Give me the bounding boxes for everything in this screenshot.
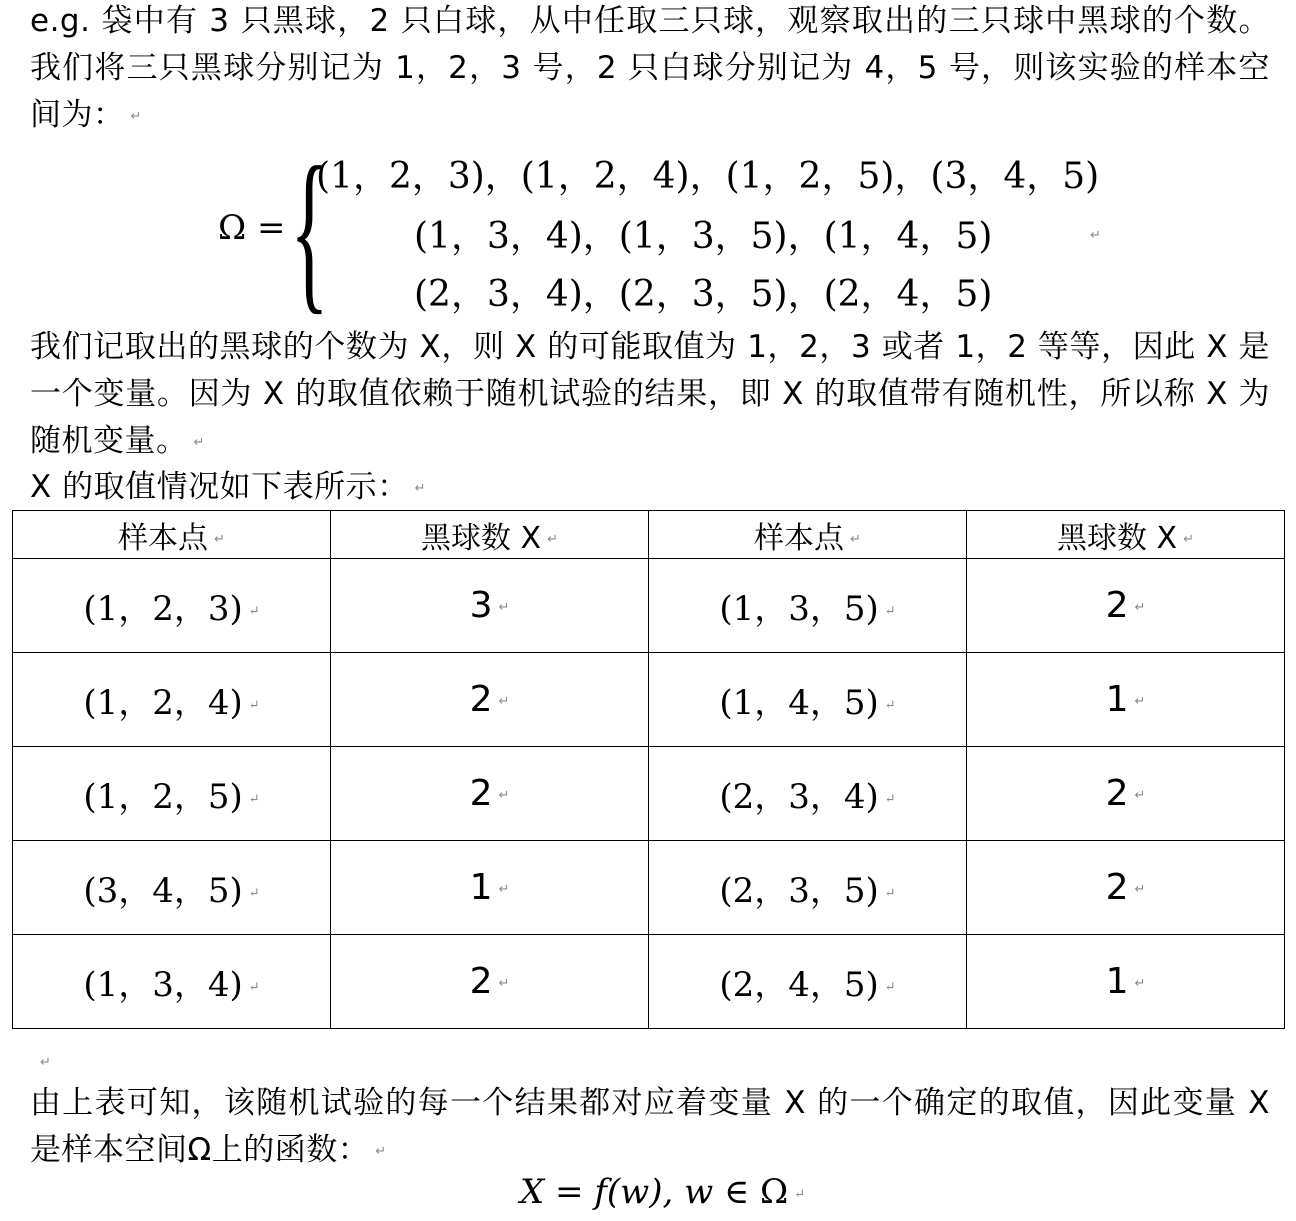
black-count-cell: 2 ↵ [331,653,649,747]
omega-lhs: Ω = [218,208,286,248]
header-sample-point: 样本点 ↵ [13,511,331,559]
header-sample-point: 样本点 ↵ [649,511,967,559]
sample-point-cell: (1，3，4) ↵ [13,935,331,1029]
sample-point-cell: (2，4，5) ↵ [649,935,967,1029]
table-row [13,841,1285,935]
black-count-cell: 2 ↵ [967,841,1285,935]
sample-point-cell: (2，3，4) ↵ [649,747,967,841]
black-count-cell: 2 ↵ [967,559,1285,653]
sample-space-row: (2，3，4)，(2，3，5)，(2，4，5) [414,274,993,315]
paragraph-mark-icon: ↵ [1090,228,1101,243]
header-black-count: 黑球数 X ↵ [331,511,649,559]
sample-point-cell: (2，3，5) ↵ [649,841,967,935]
sample-point-cell: (1，2，4) ↵ [13,653,331,747]
sample-point-cell: (1，4，5) ↵ [649,653,967,747]
sample-point-cell: (1，2，5) ↵ [13,747,331,841]
table-row [13,935,1285,1029]
black-count-cell: 2 ↵ [331,935,649,1029]
black-count-cell: 1 ↵ [331,841,649,935]
black-count-cell: 2 ↵ [967,747,1285,841]
conclusion-paragraph [30,1080,1270,1175]
table-intro-text: X 的取值情况如下表所示： [30,469,409,505]
sample-space-row: (1，2，3)，(1，2，4)，(1，2，5)，(3，4，5) [316,156,1100,197]
explanation-text: 我们记取出的黑球的个数为 X，则 X 的可能取值为 1，2，3 或者 1，2 等等，因此 X 是一个变量。因为 X 的取值依赖于随机试验的结果，即 X 的取值带有随机性，所以称 X 为随机变量。 [30,329,1270,459]
intro-paragraph [30,0,1270,140]
function-formula [520,1172,805,1212]
sample-point-cell: (1，2，3) ↵ [13,559,331,653]
explanation-paragraph [30,324,1270,466]
table-row [13,653,1285,747]
formula-omega: Ω [760,1172,789,1212]
table-row [13,747,1285,841]
paragraph-mark-icon: ↵ [40,1055,51,1070]
paragraph-mark-icon: ↵ [414,481,426,496]
table-intro [30,464,1270,512]
sample-space-equation [218,130,1118,329]
black-count-cell: 3 ↵ [331,559,649,653]
sample-point-cell: (1，3，5) ↵ [649,559,967,653]
table-row [13,559,1285,653]
sample-point-cell: (3，4，5) ↵ [13,841,331,935]
conclusion-text: 由上表可知，该随机试验的每一个结果都对应着变量 X 的一个确定的取值，因此变量 X 是样本空间Ω上的函数： [30,1085,1270,1168]
black-count-cell: 1 ↵ [967,935,1285,1029]
paragraph-mark-icon: ↵ [794,1186,806,1202]
paragraph-mark-icon: ↵ [130,109,142,124]
value-table [12,510,1285,1029]
formula-equals: = [544,1172,595,1212]
paragraph-mark-icon: ↵ [375,1144,387,1159]
intro-text: e.g. 袋中有 3 只黑球，2 只白球，从中任取三只球，观察取出的三只球中黑球的个数。我们将三只黑球分别记为 1，2，3 号，2 只白球分别记为 4，5 号，则该实验的样本空间为： [30,3,1270,133]
sample-space-row: (1，3，4)，(1，3，5)，(1，4，5) [414,216,993,257]
formula-lhs: X [520,1172,545,1212]
paragraph-mark-icon: ↵ [193,435,205,450]
black-count-cell: 2 ↵ [331,747,649,841]
formula-rhs: f(w), w ∈ [594,1172,761,1212]
header-black-count: 黑球数 X ↵ [967,511,1285,559]
left-brace-icon: { [290,130,329,329]
black-count-cell: 1 ↵ [967,653,1285,747]
table-header-row [13,511,1285,559]
